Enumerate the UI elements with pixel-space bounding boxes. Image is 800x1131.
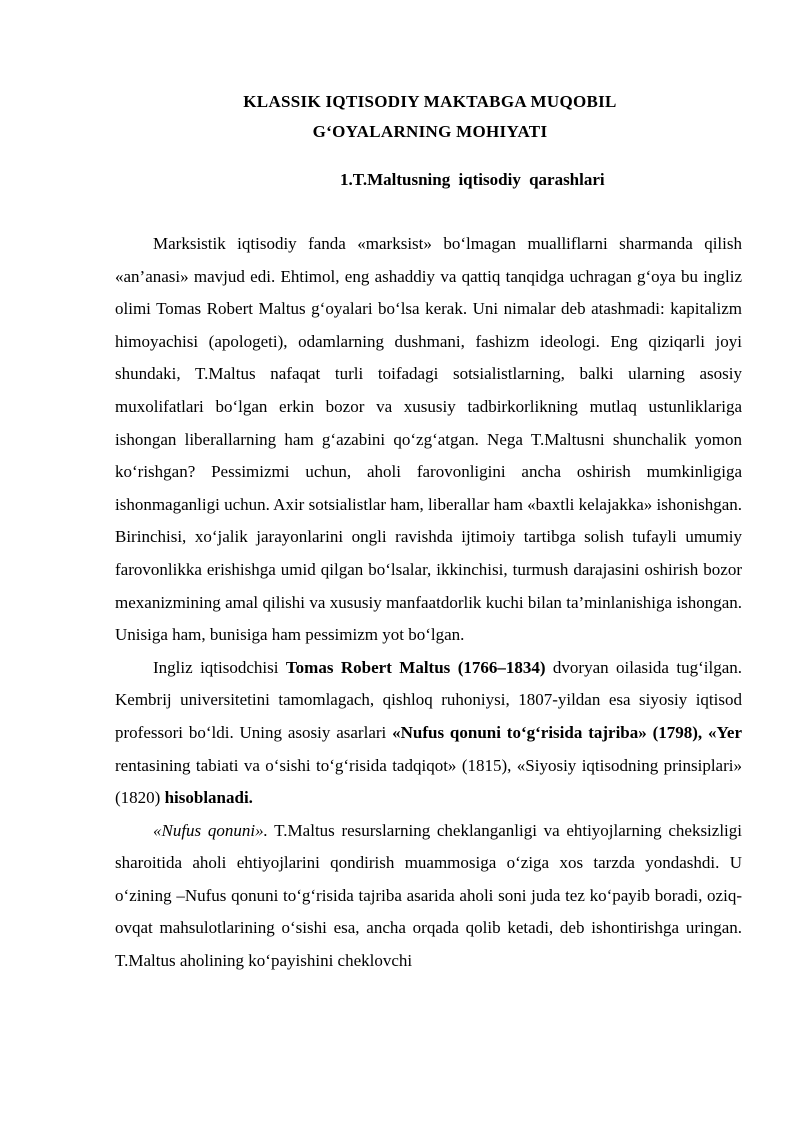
paragraph-3 [115, 815, 742, 978]
paragraph-2-text-c: dvoryan oilasida tug‘ilgan. Kembrij universitetini tamomlagach, qishloq ruhoniysi, 1807-yildan esa siyosiy iqtisod professori bo‘ldi. Uning asosiy asarlari [115, 657, 742, 742]
paragraph-2-text-a: Ingliz iqtisodchisi [153, 657, 286, 677]
paragraph-2-author-name: Tomas Robert Maltus (1766–1834) [285, 657, 546, 677]
paragraph-2-text-f: hisoblanadi. [164, 788, 253, 808]
paragraph-2-works-title: «Nufus qonuni to‘g‘risida tajriba» (1798), «Yer [392, 722, 742, 742]
paragraph-2-text-e: rentasining tabiati va o‘sishi to‘g‘risida tadqiqot» (1815), «Siyosiy iqtisodning prinsiplari» (1820) [115, 755, 742, 808]
page-title-line-1: KLASSIK IQTISODIY MAKTABGA MUQOBIL [243, 92, 617, 111]
page-title-line-2: G‘OYALARNING MOHIYATI [312, 122, 548, 141]
paragraph-3-lead: «Nufus qonuni». [153, 820, 268, 840]
document-body [115, 228, 742, 978]
paragraph-3-text: T.Maltus resurslarning cheklanganligi va ehtiyojlarning cheksizligi sharoitida aholi ehtiyojlarini qondirish muammosiga o‘ziga xos tarzda yondashdi. U o‘zining –Nufus qonuni to‘g‘risida tajriba asarida aholi soni juda tez ko‘payib boradi, oziq- ovqat mahsulotlarining o‘sishi esa, ancha orqada qolib ketadi, deb ishontirishga uringan. T.Maltus aholining ko‘payishini cheklovchi [115, 820, 742, 971]
section-heading: 1.T.Maltusning iqtisodiy qarashlari [340, 170, 605, 189]
paragraph-1: Marksistik iqtisodiy fanda «marksist» bo‘lmagan mualliflarni sharmanda qilish «an’anasi» mavjud edi. Ehtimol, eng ashaddiy va qattiq tanqidga uchragan g‘oya bu ingliz olimi Tomas Robert Maltus g‘oyalari bo‘lsa kerak. Uni nimalar deb atashmadi: kapitalizm himoyachisi (apologeti), odamlarning dushmani, fashizm ideologi. Eng qiziqarli joyi shundaki, T.Maltus nafaqat turli toifadagi sotsialistlarning, balki ularning asosiy muxolifatlari bo‘lgan erkin bozor va xususiy tadbirkorlikning mutlaq ustunliklariga ishongan liberallarning ham g‘azabini qo‘zg‘atgan. Nega T.Maltusni shunchalik yomon ko‘rishgan? Pessimizmi uchun, aholi farovonligini ancha oshirish mumkinligiga ishonmaganligi uchun. Axir sotsialistlar ham, liberallar ham «baxtli kelajakka» ishonishgan. Birinchisi, xo‘jalik jarayonlarini ongli ravishda ijtimoiy tartibga solish tufayli umumiy farovonlikka erishishga umid qilgan bo‘lsalar, ikkinchisi, turmush darajasini oshirish bozor mexanizmining amal qilishi va xususiy manfaatdorlik kuchi bilan ta’minlanishiga ishongan. Unisiga ham, bunisiga ham pessimizm yot bo‘lgan. [115, 234, 742, 645]
paragraph-2 [115, 652, 742, 815]
